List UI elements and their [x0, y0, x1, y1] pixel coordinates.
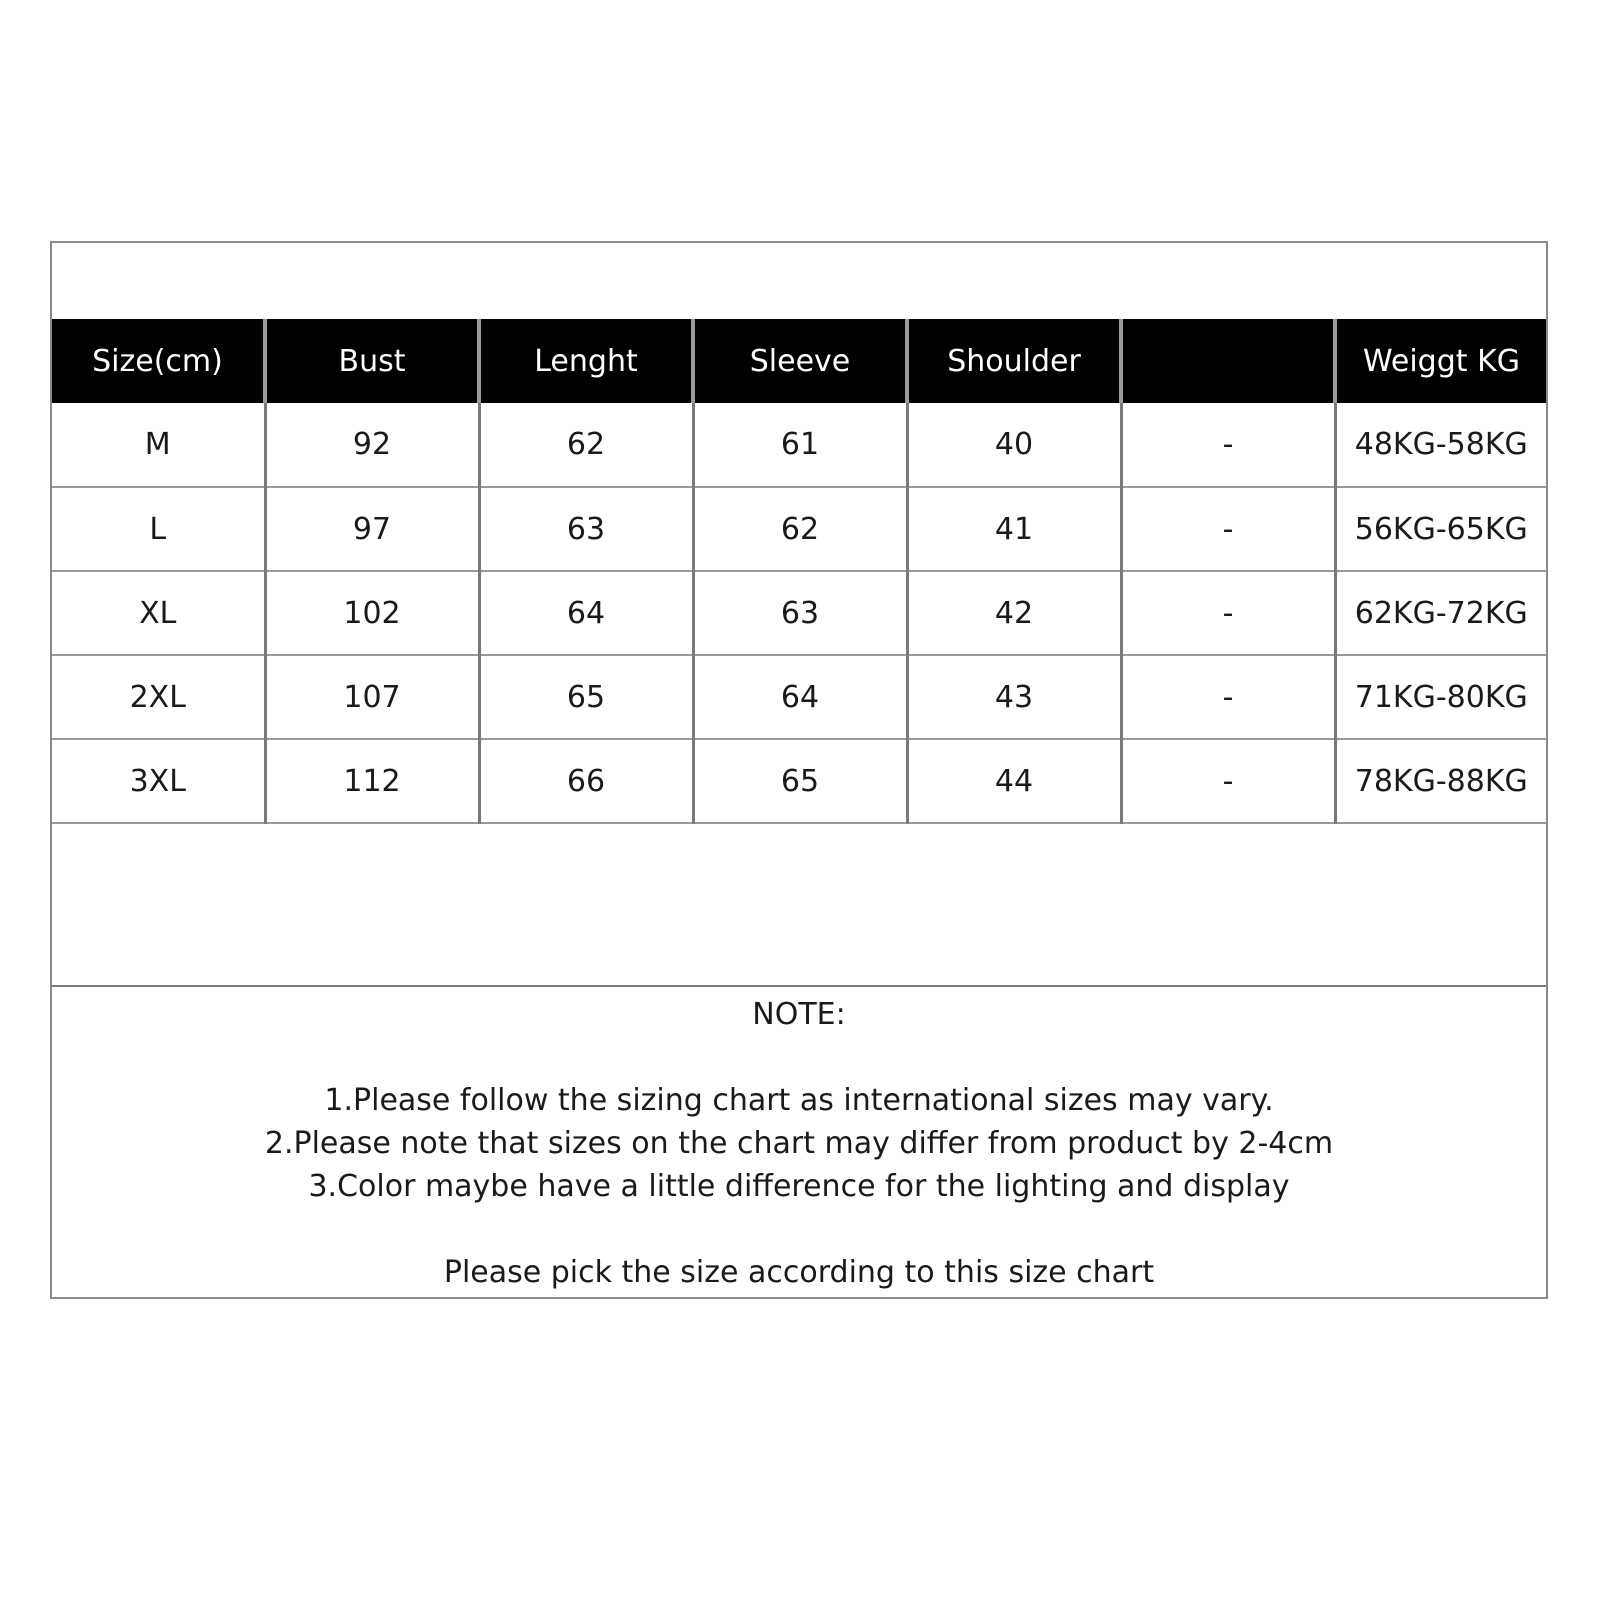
header-length: Lenght: [479, 319, 693, 403]
cell-bust: 112: [265, 739, 479, 823]
cell-weight: 62KG-72KG: [1335, 571, 1546, 655]
table-row: [52, 655, 1546, 739]
cell-shoulder: 40: [907, 403, 1121, 487]
note-line-2: 2.Please note that sizes on the chart may differ from product by 2-4cm: [264, 1126, 1334, 1161]
cell-length: 64: [479, 571, 693, 655]
cell-shoulder: 42: [907, 571, 1121, 655]
cell-weight: 71KG-80KG: [1335, 655, 1546, 739]
cell-sleeve: 65: [693, 739, 907, 823]
table-row: [52, 403, 1546, 487]
note-line-3: 3.Color maybe have a little difference for the lighting and display: [308, 1169, 1290, 1204]
top-blank-area: [52, 243, 1546, 319]
size-table: [52, 319, 1546, 824]
cell-blank: -: [1121, 487, 1335, 571]
cell-length: 63: [479, 487, 693, 571]
cell-shoulder: 44: [907, 739, 1121, 823]
cell-size: 2XL: [52, 655, 265, 739]
cell-blank: -: [1121, 655, 1335, 739]
blank-spacer-area: [52, 823, 1546, 987]
cell-sleeve: 63: [693, 571, 907, 655]
cell-bust: 97: [265, 487, 479, 571]
table-row: [52, 487, 1546, 571]
cell-sleeve: 61: [693, 403, 907, 487]
note-final: Please pick the size according to this size chart: [443, 1255, 1155, 1290]
cell-sleeve: 64: [693, 655, 907, 739]
cell-blank: -: [1121, 739, 1335, 823]
header-blank: [1121, 319, 1335, 403]
note-title: NOTE:: [752, 997, 846, 1032]
cell-weight: 48KG-58KG: [1335, 403, 1546, 487]
header-bust: Bust: [265, 319, 479, 403]
cell-length: 62: [479, 403, 693, 487]
cell-weight: 56KG-65KG: [1335, 487, 1546, 571]
cell-bust: 92: [265, 403, 479, 487]
header-weight: Weiggt KG: [1335, 319, 1546, 403]
cell-bust: 102: [265, 571, 479, 655]
cell-length: 66: [479, 739, 693, 823]
cell-shoulder: 41: [907, 487, 1121, 571]
cell-weight: 78KG-88KG: [1335, 739, 1546, 823]
table-header-row: [52, 319, 1546, 403]
cell-size: 3XL: [52, 739, 265, 823]
cell-blank: -: [1121, 571, 1335, 655]
cell-blank: -: [1121, 403, 1335, 487]
table-row: [52, 739, 1546, 823]
cell-size: L: [52, 487, 265, 571]
header-shoulder: Shoulder: [907, 319, 1121, 403]
table-row: [52, 571, 1546, 655]
cell-size: XL: [52, 571, 265, 655]
size-chart-sheet: [50, 241, 1548, 1299]
cell-bust: 107: [265, 655, 479, 739]
cell-sleeve: 62: [693, 487, 907, 571]
cell-shoulder: 43: [907, 655, 1121, 739]
header-size: Size(cm): [52, 319, 265, 403]
notes-section: [52, 993, 1546, 1294]
header-sleeve: Sleeve: [693, 319, 907, 403]
cell-size: M: [52, 403, 265, 487]
note-line-1: 1.Please follow the sizing chart as international sizes may vary.: [324, 1083, 1274, 1118]
cell-length: 65: [479, 655, 693, 739]
